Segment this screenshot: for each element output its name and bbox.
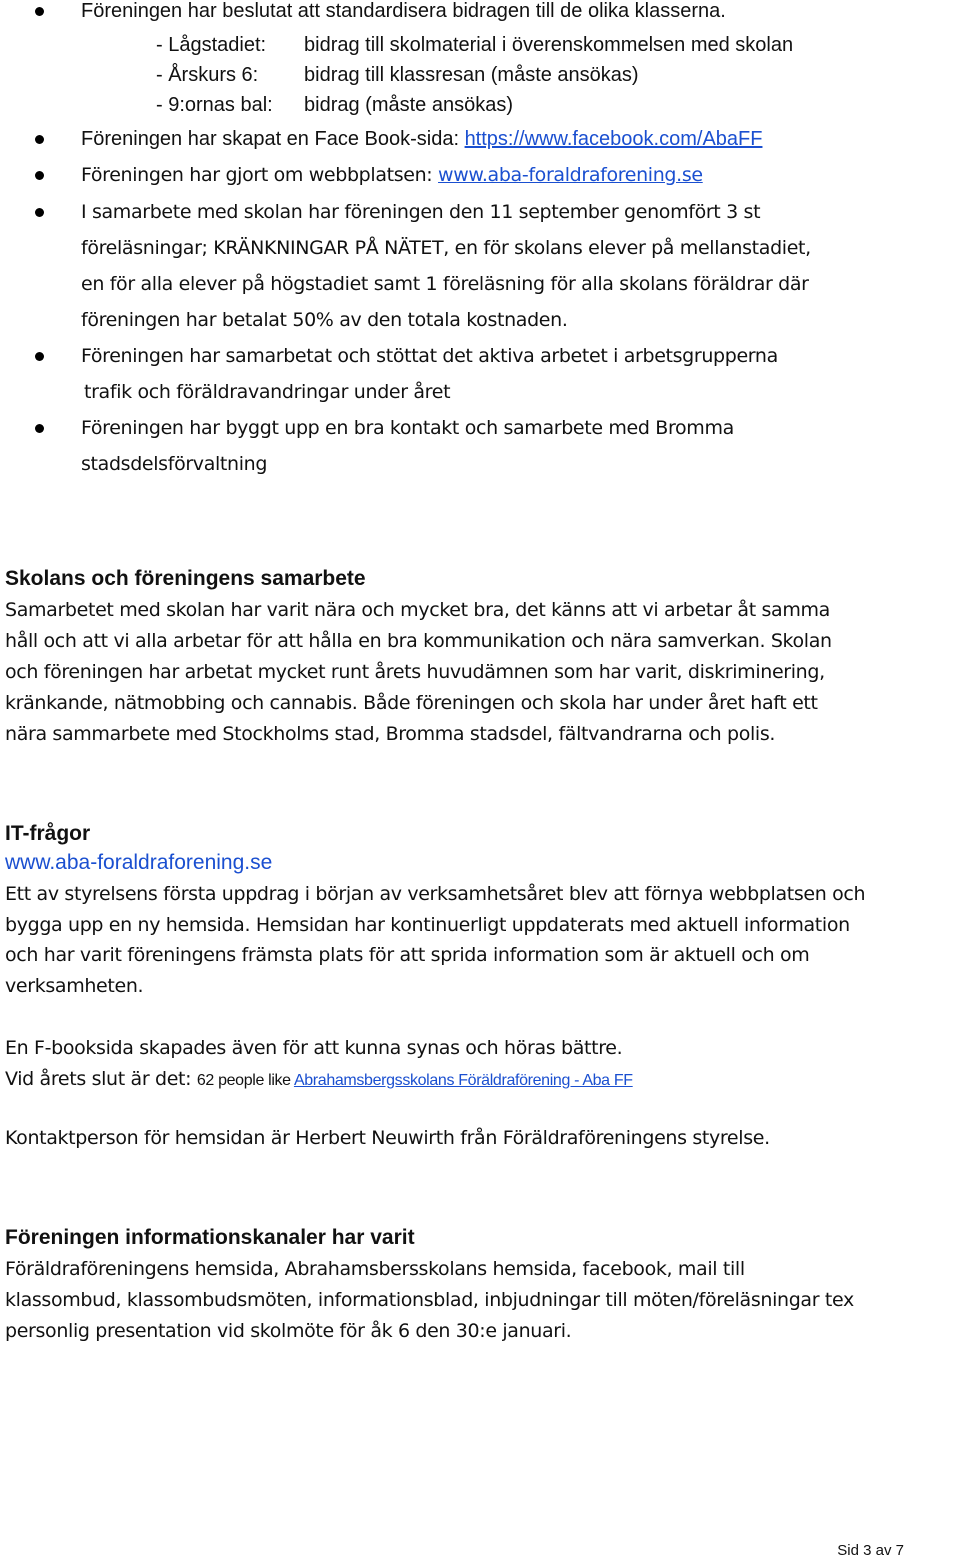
section-heading-channels: Föreningen informationskanaler har varit xyxy=(5,1226,415,1249)
likes-text: 62 people like xyxy=(196,1072,294,1089)
traffic-line: Föreningen har samarbetat och stöttat det aktiva arbetet i arbetsgrupperna xyxy=(81,345,778,367)
bullet-icon xyxy=(35,135,44,144)
it-site-link[interactable]: www.aba-foraldraforening.se xyxy=(5,851,273,874)
cooperation-line: kränkande, nätmobbing och cannabis. Både föreningen och skola har under året haft ett xyxy=(5,692,818,714)
cooperation-line: håll och att vi alla arbetar för att hålla en bra kommunikation och nära samverkan. Skolan xyxy=(5,630,832,652)
website-link[interactable]: www.aba-foraldraforening.se xyxy=(438,164,703,186)
page-number: Sid 3 av 7 xyxy=(837,1542,904,1559)
channels-line: klassombud, klassombudsmöten, informationsblad, inbjudningar till möten/föreläsningar tex xyxy=(5,1289,854,1311)
facebook-prefix: Föreningen har skapat en Face Book-sida: xyxy=(81,128,465,150)
lecture-line: föreningen har betalat 50% av den totala kostnaden. xyxy=(81,309,568,331)
sub-item-arskurs6 xyxy=(156,62,639,88)
bullet-facebook xyxy=(81,126,762,152)
bullet-icon xyxy=(35,352,44,361)
cooperation-line: Samarbetet med skolan har varit nära och mycket bra, det känns att vi arbetar åt samma xyxy=(5,599,830,621)
sub-item-text: bidrag till skolmaterial i överenskommelsen med skolan xyxy=(304,34,794,56)
section-heading-it: IT-frågor xyxy=(5,822,91,845)
lecture-line: föreläsningar; KRÄNKNINGAR PÅ NÄTET, en för skolans elever på mellanstadiet, xyxy=(81,237,811,259)
channels-line: Föräldraföreningens hemsida, Abrahamsbersskolans hemsida, facebook, mail till xyxy=(5,1258,745,1280)
year-end-line xyxy=(5,1066,633,1094)
it-line: och har varit föreningens främsta plats för att sprida information som är aktuell och om xyxy=(5,944,810,966)
bullet-icon xyxy=(35,208,44,217)
sub-item-text: bidrag (måste ansökas) xyxy=(304,94,513,116)
lecture-line: I samarbete med skolan har föreningen den 11 september genomfört 3 st xyxy=(81,201,761,223)
it-line: bygga upp en ny hemsida. Hemsidan har kontinuerligt uppdaterats med aktuell information xyxy=(5,914,850,936)
channels-line: personlig presentation vid skolmöte för åk 6 den 30:e januari. xyxy=(5,1320,572,1342)
bullet-website xyxy=(81,162,703,188)
bromma-line: Föreningen har byggt upp en bra kontakt och samarbete med Bromma xyxy=(81,417,734,439)
bromma-line: stadsdelsförvaltning xyxy=(81,453,268,475)
cooperation-line: nära sammarbete med Stockholms stad, Bromma stadsdel, fältvandrarna och polis. xyxy=(5,723,776,745)
bullet-icon xyxy=(35,7,44,16)
section-heading-cooperation: Skolans och föreningens samarbete xyxy=(5,567,366,590)
sub-item-lagstadiet xyxy=(156,32,793,58)
website-prefix: Föreningen har gjort om webbplatsen: xyxy=(81,164,439,186)
contact-line: Kontaktperson för hemsidan är Herbert Neuwirth från Föräldraföreningens styrelse. xyxy=(5,1127,770,1149)
bullet-icon xyxy=(35,424,44,433)
sub-item-label: - 9:ornas bal: xyxy=(156,94,273,116)
sub-item-text: bidrag till klassresan (måste ansökas) xyxy=(304,64,639,86)
it-line: verksamheten. xyxy=(5,975,144,997)
bullet-icon xyxy=(35,171,44,180)
sub-item-label: - Lågstadiet: xyxy=(156,34,267,56)
likes-page-link[interactable]: Abrahamsbergsskolans Föräldraförening - Aba FF xyxy=(293,1072,633,1089)
lecture-line: en för alla elever på högstadiet samt 1 föreläsning för alla skolans föräldrar där xyxy=(81,273,809,295)
fb-line: En F-booksida skapades även för att kunna synas och höras bättre. xyxy=(5,1037,623,1059)
sub-item-label: - Årskurs 6: xyxy=(156,64,259,86)
cooperation-line: och föreningen har arbetat mycket runt årets huvudämnen som har varit, diskriminering, xyxy=(5,661,825,683)
it-line: Ett av styrelsens första uppdrag i början av verksamhetsåret blev att förnya webbplatsen och xyxy=(5,883,866,905)
bullet-standardize: Föreningen har beslutat att standardisera bidragen till de olika klasserna. xyxy=(81,0,726,22)
sub-item-bal xyxy=(156,92,513,118)
traffic-line: trafik och föräldravandringar under året xyxy=(84,381,451,403)
facebook-link[interactable]: https://www.facebook.com/AbaFF xyxy=(464,128,763,150)
year-end-prefix: Vid årets slut är det: xyxy=(5,1068,197,1090)
